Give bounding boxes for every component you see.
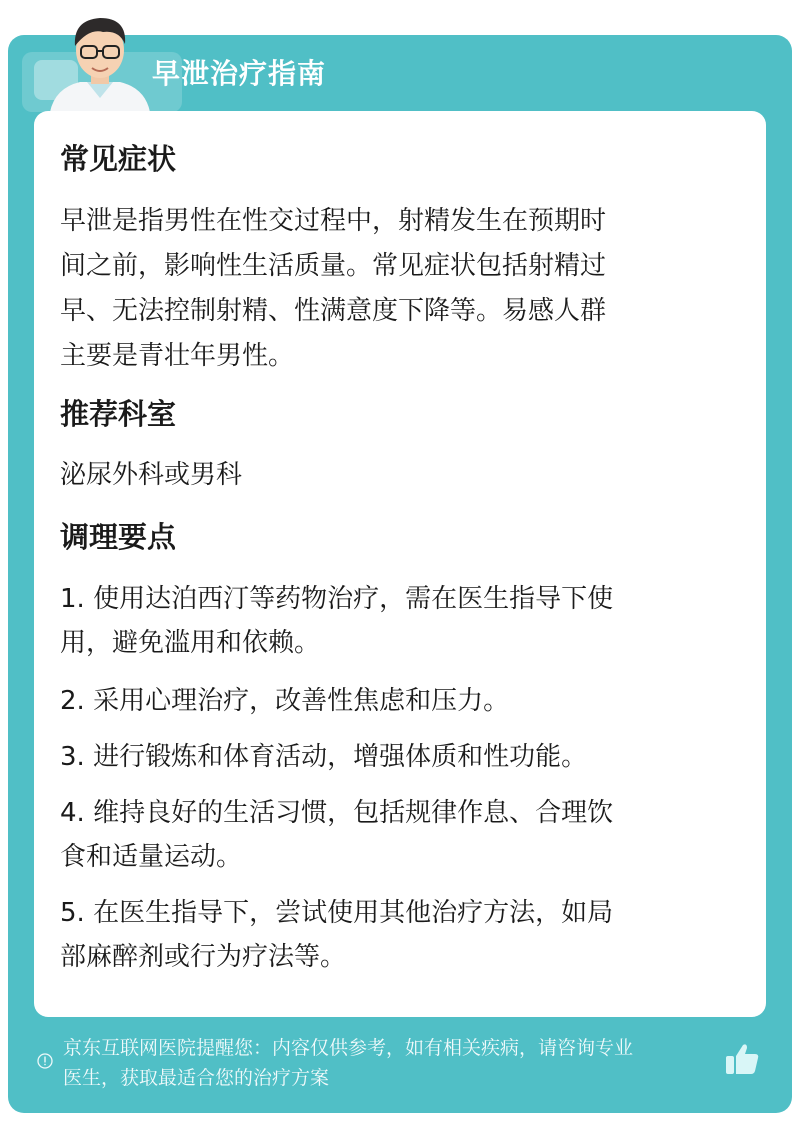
care-item xyxy=(60,891,730,979)
symptoms-text xyxy=(60,199,730,379)
disclaimer-line: 医生，获取最适合您的治疗方案 xyxy=(63,1067,330,1089)
content-panel xyxy=(34,111,766,1017)
info-icon xyxy=(37,1053,53,1069)
symptoms-line: 间之前，影响性生活质量。常见症状包括射精过 xyxy=(60,251,607,281)
symptoms-heading: 常见症状 xyxy=(60,142,177,176)
care-item-line: 4. 维持良好的生活习惯，包括规律作息、合理饮 xyxy=(60,798,614,828)
care-item-line: 5. 在医生指导下，尝试使用其他治疗方法，如局 xyxy=(60,898,614,928)
care-item-line: 1. 使用达泊西汀等药物治疗，需在医生指导下使 xyxy=(60,584,614,614)
care-item-line: 部麻醉剂或行为疗法等。 xyxy=(60,942,347,972)
care-item xyxy=(60,577,730,665)
symptoms-line: 早泄是指男性在性交过程中，射精发生在预期时 xyxy=(60,206,607,236)
care-item xyxy=(60,679,730,723)
disclaimer-line: 京东互联网医院提醒您：内容仅供参考，如有相关疾病，请咨询专业 xyxy=(63,1037,634,1059)
symptoms-line: 早、无法控制射精、性满意度下降等。易感人群 xyxy=(60,296,607,326)
care-item xyxy=(60,791,730,879)
care-item xyxy=(60,735,730,779)
department-text: 泌尿外科或男科 xyxy=(60,460,243,490)
department-heading: 推荐科室 xyxy=(60,397,177,431)
care-item-line: 3. 进行锻炼和体育活动，增强体质和性功能。 xyxy=(60,742,588,772)
page-title: 早泄治疗指南 xyxy=(152,57,327,90)
care-item-line: 2. 采用心理治疗，改善性焦虑和压力。 xyxy=(60,686,510,716)
disclaimer xyxy=(63,1033,728,1093)
doctor-avatar-icon xyxy=(45,8,155,112)
care-heading: 调理要点 xyxy=(60,520,177,554)
thumbs-up-icon[interactable] xyxy=(724,1042,760,1076)
symptoms-line: 主要是青壮年男性。 xyxy=(60,341,295,371)
care-item-line: 食和适量运动。 xyxy=(60,842,243,872)
care-item-line: 用，避免滥用和依赖。 xyxy=(60,628,321,658)
